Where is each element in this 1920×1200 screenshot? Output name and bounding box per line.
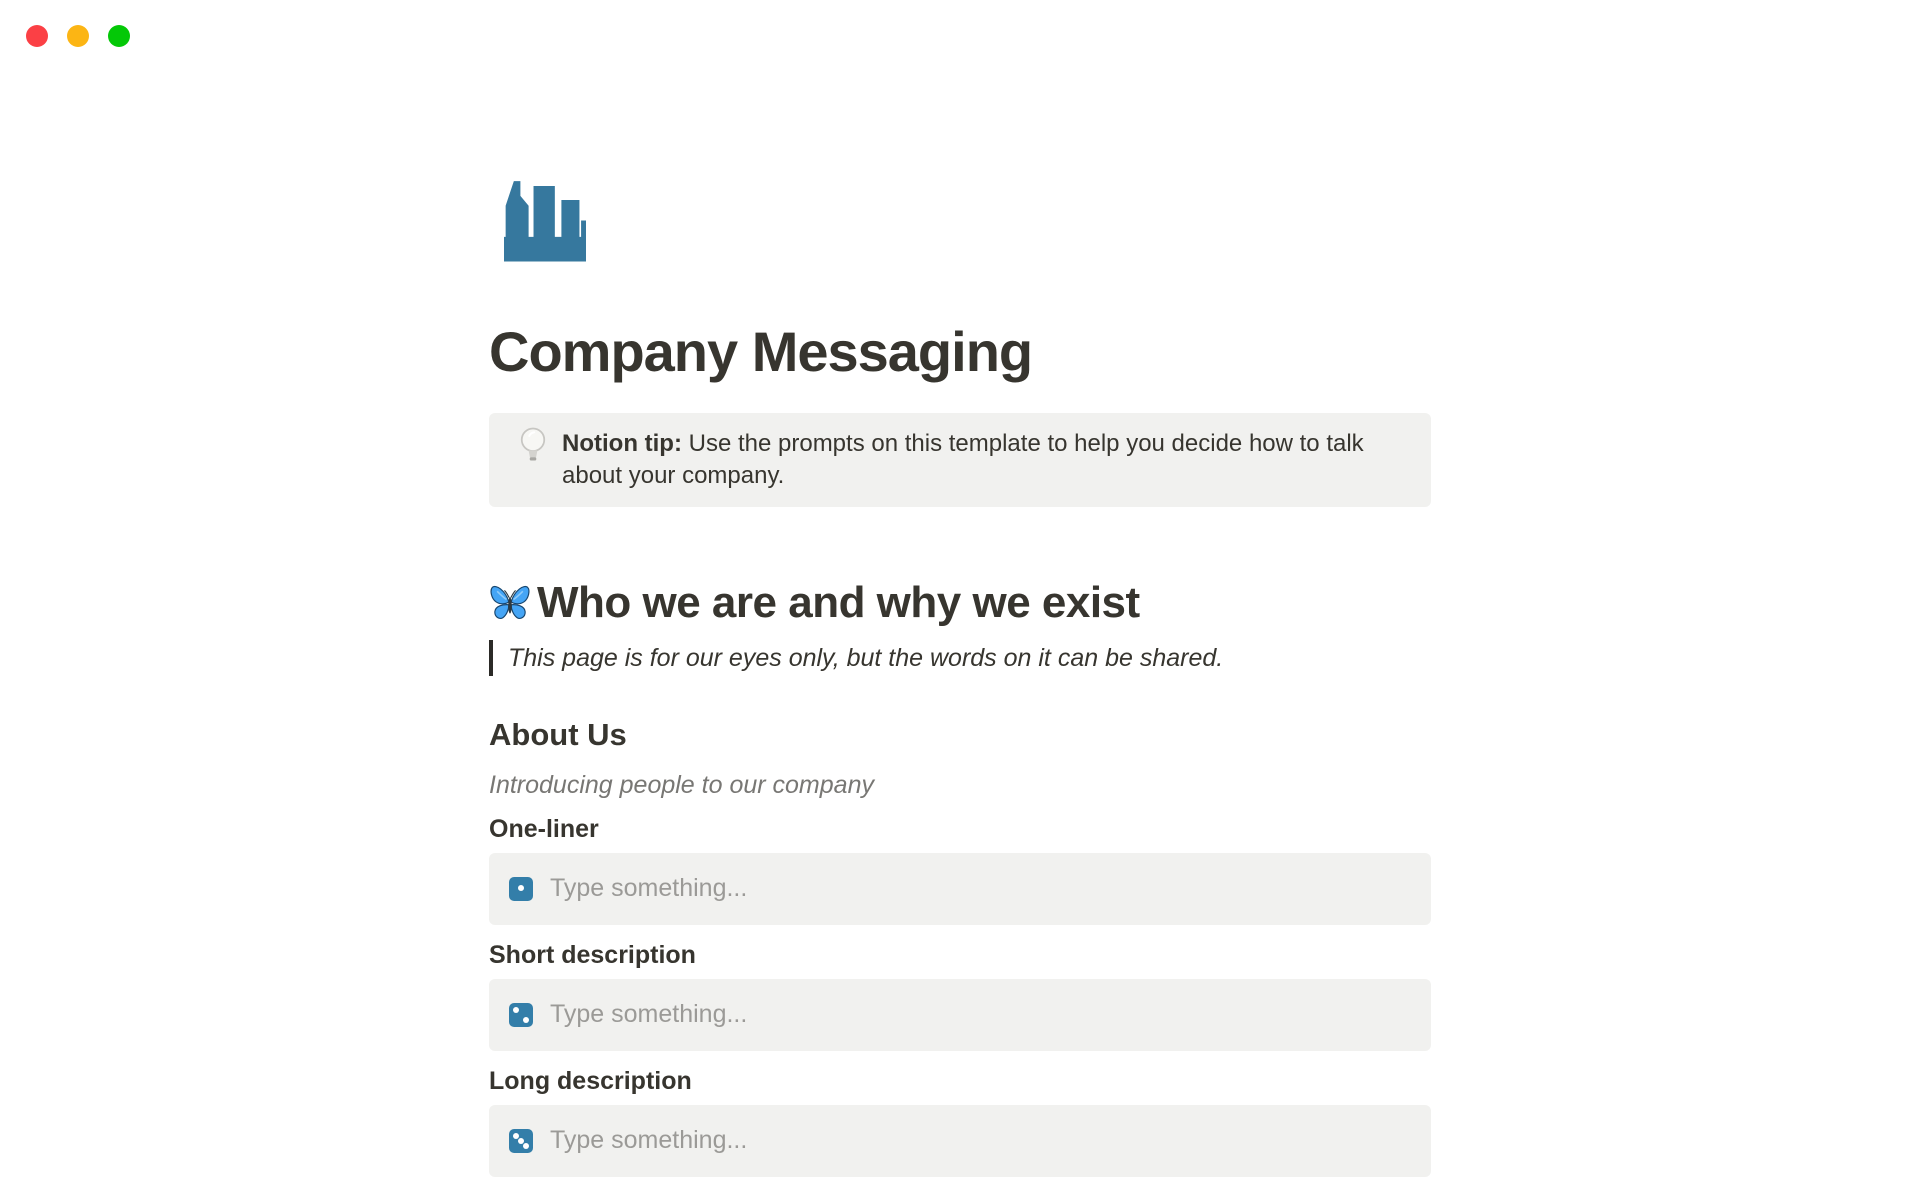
close-window-button[interactable]	[26, 25, 48, 47]
field-label-short-description: Short description	[489, 940, 696, 969]
about-us-subtitle: Introducing people to our company	[489, 770, 874, 799]
long-description-placeholder: Type something...	[550, 1126, 748, 1155]
die-one-dot-icon	[509, 877, 533, 901]
short-description-input[interactable]	[489, 979, 1431, 1051]
about-us-heading: About Us	[489, 717, 627, 753]
notion-tip-callout[interactable]	[489, 413, 1431, 507]
one-liner-input[interactable]	[489, 853, 1431, 925]
tip-label: Notion tip:	[562, 430, 682, 458]
section-heading-row	[489, 575, 1431, 630]
zoom-window-button[interactable]	[108, 25, 130, 47]
die-two-dots-icon	[509, 1003, 533, 1027]
field-label-one-liner: One-liner	[489, 814, 599, 843]
field-label-long-description: Long description	[489, 1066, 692, 1095]
quote-block: This page is for our eyes only, but the words on it can be shared.	[489, 640, 1431, 676]
minimize-window-button[interactable]	[67, 25, 89, 47]
section-heading: Who we are and why we exist	[537, 578, 1140, 628]
notion-page	[489, 179, 1431, 1177]
window-controls	[26, 25, 130, 47]
short-description-placeholder: Type something...	[550, 1000, 748, 1029]
page-title: Company Messaging	[489, 320, 1033, 383]
butterfly-icon	[489, 582, 531, 624]
die-three-dots-icon	[509, 1129, 533, 1153]
city-buildings-icon[interactable]	[504, 179, 586, 262]
long-description-input[interactable]	[489, 1105, 1431, 1177]
lightbulb-icon	[518, 426, 548, 466]
one-liner-placeholder: Type something...	[550, 874, 748, 903]
tip-text: Notion tip: Use the prompts on this template to help you decide how to talk about your company.	[562, 430, 1364, 490]
